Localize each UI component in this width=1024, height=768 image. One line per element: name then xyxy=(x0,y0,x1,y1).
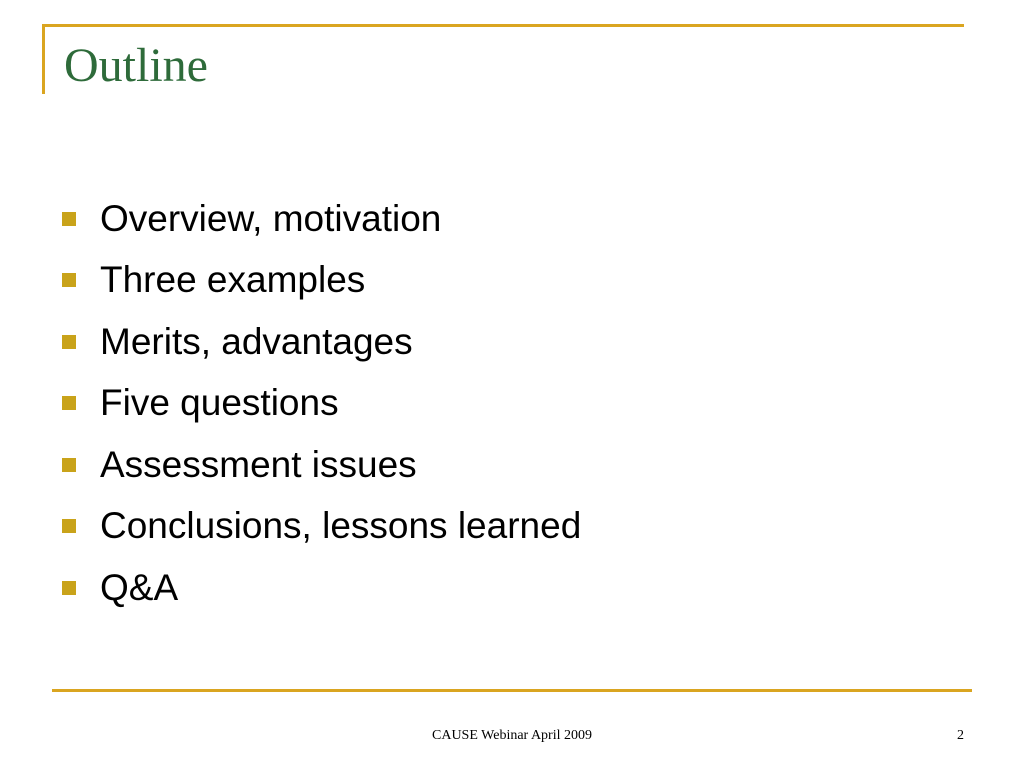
bullet-item xyxy=(62,188,581,250)
square-bullet-icon xyxy=(62,458,76,472)
bullet-list xyxy=(62,188,581,619)
square-bullet-icon xyxy=(62,212,76,226)
title-frame-top-rule xyxy=(42,24,964,27)
bullet-text: Assessment issues xyxy=(100,443,417,485)
bullet-item xyxy=(62,557,581,619)
square-bullet-icon xyxy=(62,396,76,410)
slide-number: 2 xyxy=(957,728,964,743)
bullet-text: Merits, advantages xyxy=(100,320,413,362)
square-bullet-icon xyxy=(62,335,76,349)
bullet-text: Q&A xyxy=(100,566,179,608)
bullet-item xyxy=(62,311,581,373)
square-bullet-icon xyxy=(62,273,76,287)
bullet-text: Overview, motivation xyxy=(100,197,442,239)
bullet-item xyxy=(62,434,581,496)
bullet-text: Three examples xyxy=(100,259,366,301)
square-bullet-icon xyxy=(62,581,76,595)
footer-caption: CAUSE Webinar April 2009 xyxy=(432,728,592,743)
title-frame-left-rule xyxy=(42,24,45,94)
bullet-item xyxy=(62,250,581,312)
bullet-text: Conclusions, lessons learned xyxy=(100,505,582,547)
bullet-item xyxy=(62,496,581,558)
bullet-item xyxy=(62,373,581,435)
bullet-text: Five questions xyxy=(100,382,339,424)
footer-rule xyxy=(52,689,972,692)
square-bullet-icon xyxy=(62,519,76,533)
slide-title: Outline xyxy=(64,39,208,92)
